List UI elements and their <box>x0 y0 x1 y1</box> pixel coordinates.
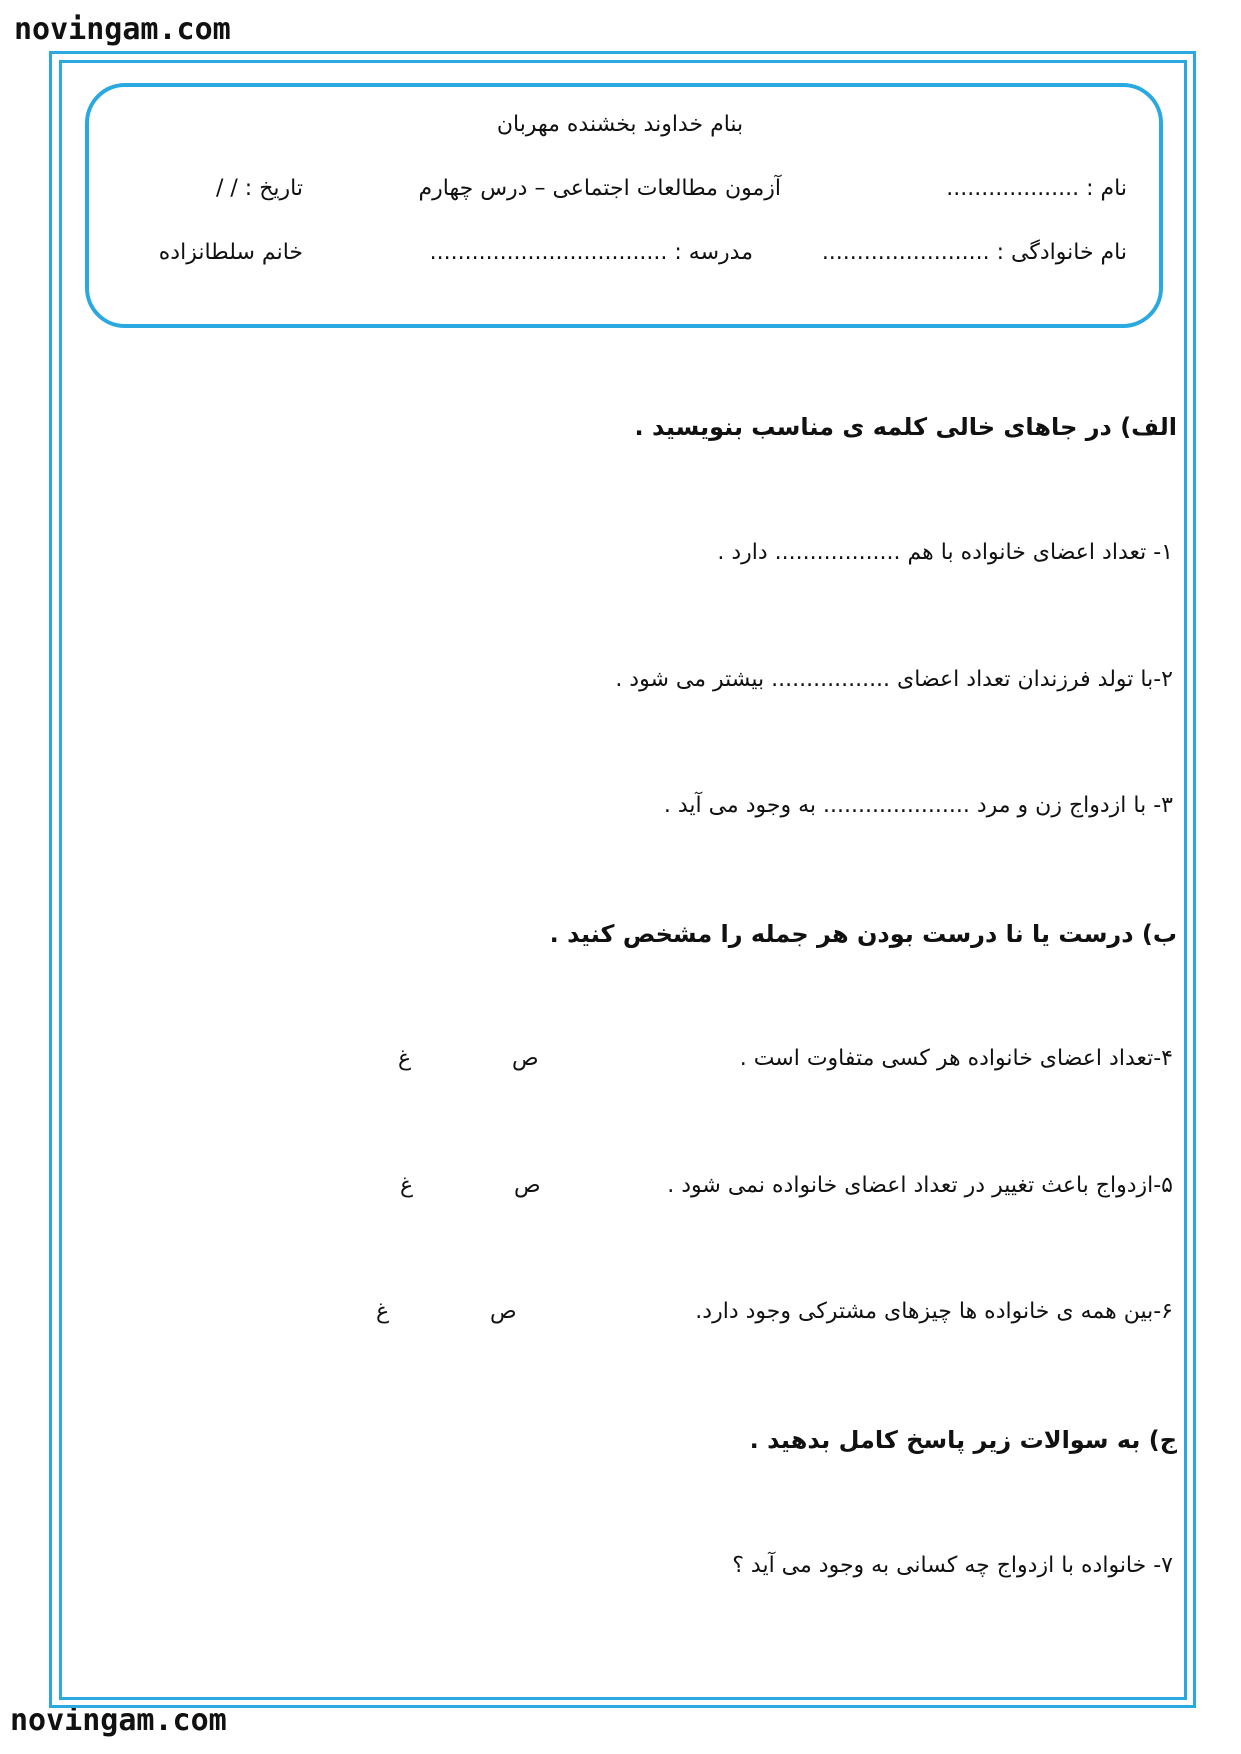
watermark-top: novingam.com <box>14 12 231 47</box>
section-a-title: الف) در جاهای خالی کلمه ی مناسب بنویسید . <box>634 413 1177 441</box>
question-2: ۲-با تولد فرزندان تعداد اعضای ................. بیشتر می شود . <box>615 667 1173 692</box>
question-5-false: غ <box>400 1173 414 1198</box>
question-5-true: ص <box>514 1173 541 1198</box>
question-4-false: غ <box>398 1046 412 1071</box>
school-field: مدرسه : .................................. <box>429 240 753 265</box>
family-name-field: نام خانوادگی : ........................ <box>821 240 1127 265</box>
question-4: ۴-تعداد اعضای خانواده هر کسی متفاوت است . <box>739 1046 1173 1071</box>
section-c-title: ج) به سوالات زیر پاسخ کامل بدهید . <box>749 1426 1177 1454</box>
question-7: ۷- خانواده با ازدواج چه کسانی به وجود می آید ؟ <box>732 1553 1173 1578</box>
name-field: نام : ................... <box>946 176 1127 201</box>
question-6: ۶-بین همه ی خانواده ها چیزهای مشترکی وجود دارد. <box>695 1299 1173 1324</box>
question-6-true: ص <box>490 1299 517 1324</box>
question-6-false: غ <box>376 1299 390 1324</box>
question-1: ۱- تعداد اعضای خانواده با هم .................. دارد . <box>717 540 1173 565</box>
date-field: تاریخ : / / <box>216 176 303 201</box>
exam-title: آزمون مطالعات اجتماعی – درس چهارم <box>418 176 781 201</box>
basmala: بنام خداوند بخشنده مهربان <box>496 112 744 137</box>
watermark-bottom: novingam.com <box>10 1703 227 1738</box>
question-4-true: ص <box>512 1046 539 1071</box>
teacher-name: خانم سلطانزاده <box>158 240 303 265</box>
question-3: ۳- با ازدواج زن و مرد ..................... به وجود می آید . <box>663 793 1173 818</box>
section-b-title: ب) درست یا نا درست بودن هر جمله را مشخص کنید . <box>549 920 1177 948</box>
question-5: ۵-ازدواج باعث تغییر در تعداد اعضای خانواده نمی شود . <box>667 1173 1173 1198</box>
